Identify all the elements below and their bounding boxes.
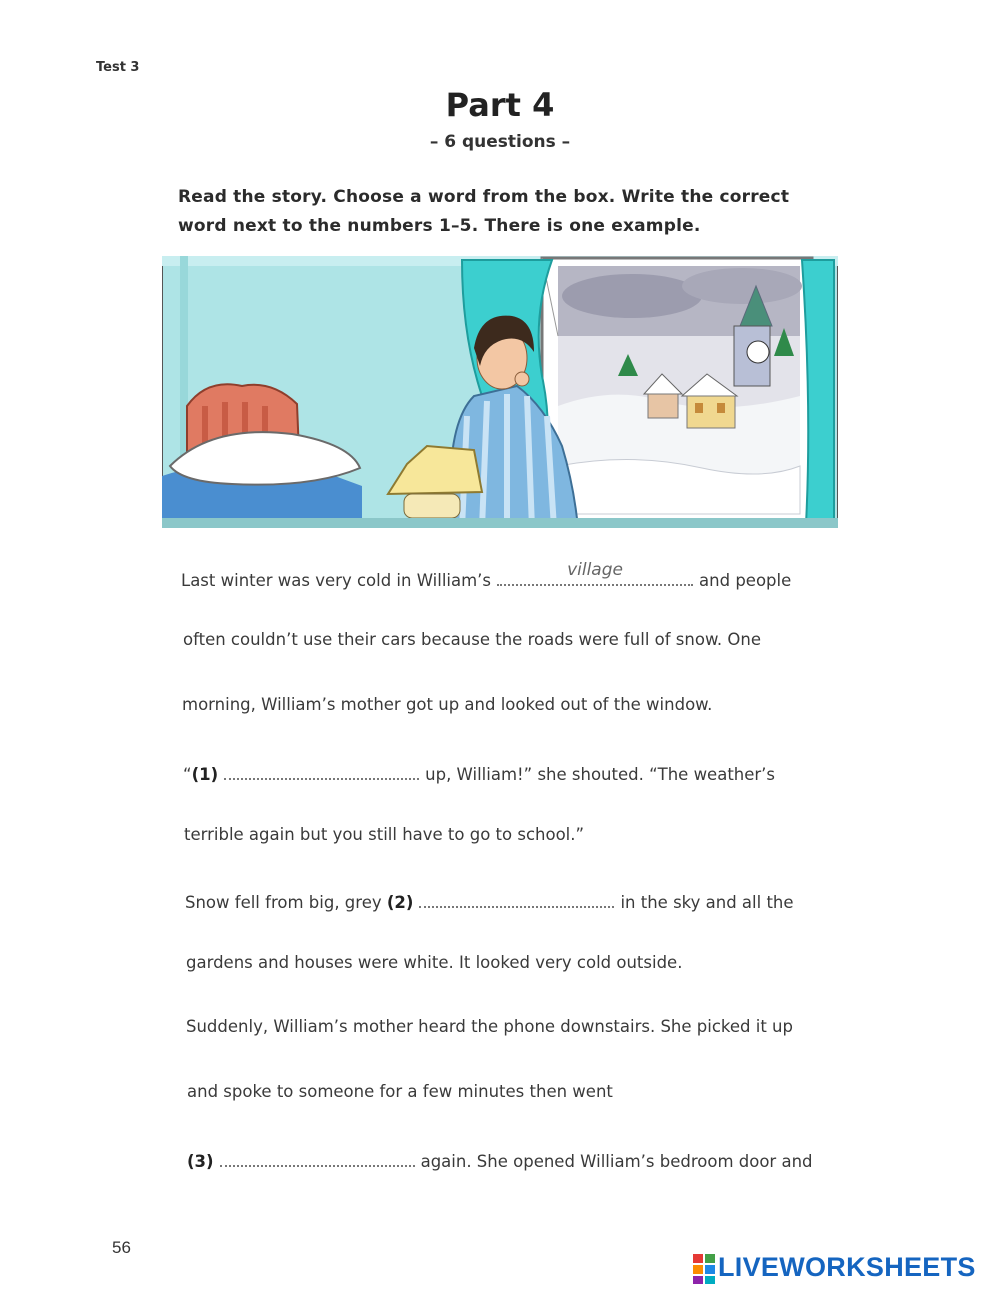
part-subtitle: – 6 questions – — [429, 132, 571, 152]
example-answer: village — [567, 560, 623, 580]
story-line-1 — [181, 560, 792, 590]
instruction-line-2: word next to the numbers 1–5. There is one example. — [178, 216, 701, 236]
example-answer-blank — [497, 560, 693, 586]
liveworksheets-logo-icon — [693, 1254, 715, 1284]
story-illustration — [162, 256, 838, 528]
page-number: 56 — [112, 1238, 131, 1257]
story-text: in the sky and all the — [620, 893, 794, 912]
answer-blank-3[interactable] — [220, 1147, 415, 1167]
story-line-6 — [185, 888, 794, 912]
story-line-8: Suddenly, William’s mother heard the phone downstairs. She picked it up — [186, 1017, 793, 1036]
question-number-3: (3) — [187, 1152, 214, 1171]
story-line-9: and spoke to someone for a few minutes then went — [187, 1082, 613, 1101]
story-line-3: morning, William’s mother got up and looked out of the window. — [182, 695, 713, 714]
window-scene — [542, 258, 812, 520]
instruction-line-1: Read the story. Choose a word from the box. Write the correct — [178, 187, 790, 207]
story-text: again. She opened William’s bedroom door and — [420, 1152, 813, 1171]
answer-blank-1[interactable] — [224, 760, 419, 780]
story-line-4 — [183, 760, 775, 784]
story-line-5: terrible again but you still have to go to school.” — [184, 825, 585, 844]
open-quote: “ — [183, 765, 192, 784]
story-text: and people — [699, 571, 792, 590]
question-number-1: (1) — [191, 765, 219, 784]
story-line-7: gardens and houses were white. It looked very cold outside. — [186, 953, 683, 972]
story-line-10 — [187, 1147, 813, 1171]
question-number-2: (2) — [386, 893, 414, 912]
story-line-2: often couldn’t use their cars because the roads were full of snow. One — [183, 630, 762, 649]
liveworksheets-brand[interactable]: LIVEWORKSHEETS — [718, 1252, 976, 1282]
answer-blank-2[interactable] — [419, 888, 614, 908]
test-label: Test 3 — [96, 60, 140, 75]
story-text: up, William!” she shouted. “The weather’s — [425, 765, 776, 784]
part-title: Part 4 — [445, 86, 555, 124]
story-text: Last winter was very cold in William’s — [181, 571, 492, 590]
story-text: Snow fell from big, grey — [185, 893, 382, 912]
